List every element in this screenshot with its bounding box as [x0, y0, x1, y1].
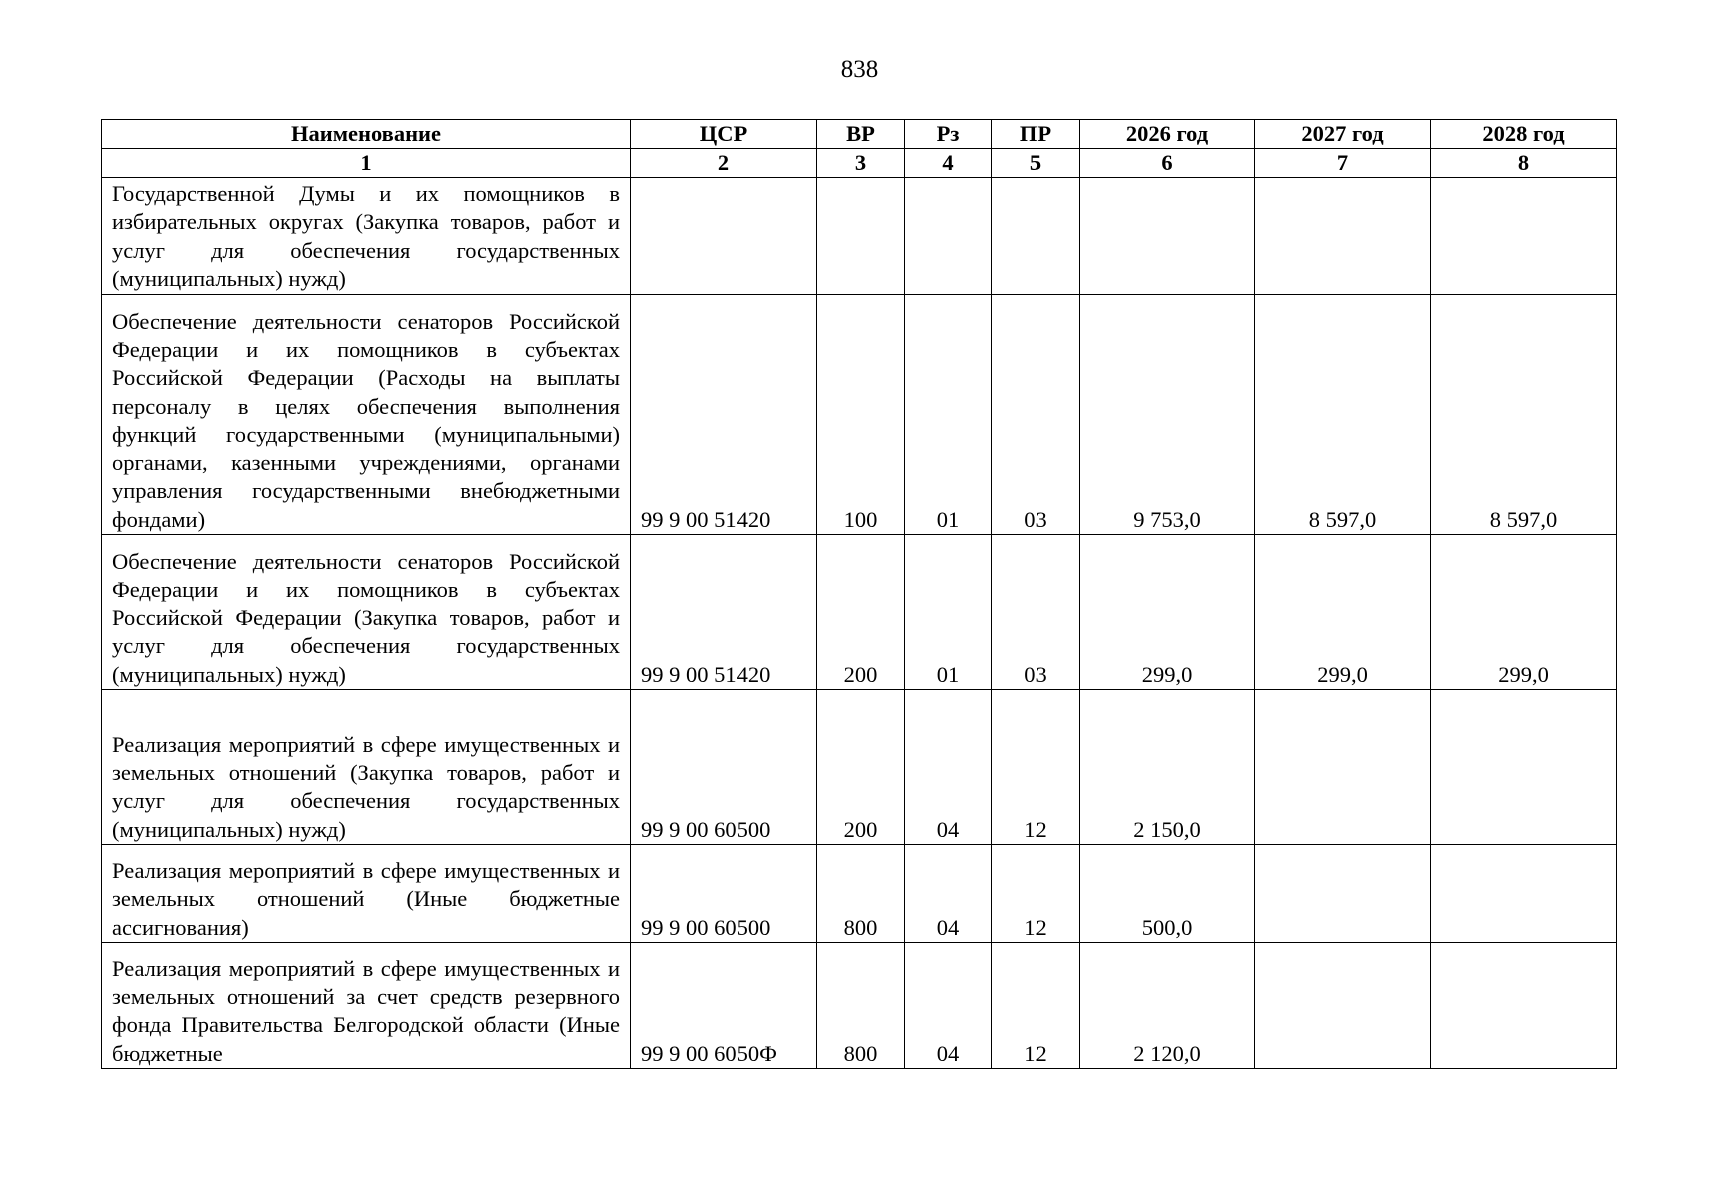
- header-2026: 2026 год: [1080, 120, 1255, 149]
- row-pr: 03: [992, 535, 1080, 690]
- row-2028: 8 597,0: [1431, 295, 1617, 535]
- header-2028: 2028 год: [1431, 120, 1617, 149]
- header-csr: ЦСР: [631, 120, 817, 149]
- row-csr: [631, 178, 817, 295]
- row-name: Государственной Думы и их помощников в избирательных округах (Закупка товаров, работ и услуг для обеспечения государственных (муниципальных) нужд): [102, 178, 631, 295]
- header-row: [102, 120, 1617, 149]
- header-vr: ВР: [817, 120, 905, 149]
- row-2027: [1255, 690, 1431, 845]
- row-2027: 299,0: [1255, 535, 1431, 690]
- row-pr: [992, 178, 1080, 295]
- row-name: Реализация мероприятий в сфере имущественных и земельных отношений (Иные бюджетные ассигнования): [102, 845, 631, 943]
- row-2027: [1255, 845, 1431, 943]
- row-rz: 01: [905, 535, 992, 690]
- row-csr: 99 9 00 51420: [631, 535, 817, 690]
- table-row: [102, 690, 1617, 845]
- budget-table: [101, 119, 1617, 1069]
- column-number: 3: [817, 149, 905, 178]
- row-2028: [1431, 178, 1617, 295]
- row-rz: 01: [905, 295, 992, 535]
- row-csr: 99 9 00 60500: [631, 690, 817, 845]
- row-vr: [817, 178, 905, 295]
- header-2027: 2027 год: [1255, 120, 1431, 149]
- row-csr: 99 9 00 6050Ф: [631, 943, 817, 1069]
- row-vr: 100: [817, 295, 905, 535]
- row-2028: [1431, 943, 1617, 1069]
- row-name: Реализация мероприятий в сфере имущественных и земельных отношений (Закупка товаров, работ и услуг для обеспечения государственных (муниципальных) нужд): [102, 690, 631, 845]
- row-2027: 8 597,0: [1255, 295, 1431, 535]
- row-rz: 04: [905, 943, 992, 1069]
- row-pr: 12: [992, 845, 1080, 943]
- row-2026: 9 753,0: [1080, 295, 1255, 535]
- row-2026: 299,0: [1080, 535, 1255, 690]
- row-2027: [1255, 943, 1431, 1069]
- row-name: Обеспечение деятельности сенаторов Российской Федерации и их помощников в субъектах Российской Федерации (Закупка товаров, работ и услуг для обеспечения государственных (муниципальных) нужд): [102, 535, 631, 690]
- column-number-row: [102, 149, 1617, 178]
- row-2028: [1431, 845, 1617, 943]
- row-rz: [905, 178, 992, 295]
- table-row: [102, 295, 1617, 535]
- row-vr: 800: [817, 845, 905, 943]
- page-number: 838: [840, 56, 879, 83]
- row-2026: [1080, 178, 1255, 295]
- row-name: Обеспечение деятельности сенаторов Российской Федерации и их помощников в субъектах Российской Федерации (Расходы на выплаты персоналу в целях обеспечения выполнения функций государственными (муниципальными) органами, казенными учреждениями, органами управления государственными внебюджетными фондами): [102, 295, 631, 535]
- row-csr: 99 9 00 60500: [631, 845, 817, 943]
- header-rz: Рз: [905, 120, 992, 149]
- row-2026: 500,0: [1080, 845, 1255, 943]
- table-row: [102, 845, 1617, 943]
- row-name: Реализация мероприятий в сфере имущественных и земельных отношений за счет средств резервного фонда Правительства Белгородской области (Иные бюджетные: [102, 943, 631, 1069]
- row-csr: 99 9 00 51420: [631, 295, 817, 535]
- row-vr: 200: [817, 690, 905, 845]
- row-2028: [1431, 690, 1617, 845]
- row-2026: 2 150,0: [1080, 690, 1255, 845]
- column-number: 2: [631, 149, 817, 178]
- table-row: [102, 943, 1617, 1069]
- row-pr: 12: [992, 943, 1080, 1069]
- row-pr: 12: [992, 690, 1080, 845]
- row-rz: 04: [905, 845, 992, 943]
- table-row: [102, 178, 1617, 295]
- column-number: 5: [992, 149, 1080, 178]
- column-number: 4: [905, 149, 992, 178]
- header-pr: ПР: [992, 120, 1080, 149]
- table-row: [102, 535, 1617, 690]
- column-number: 8: [1431, 149, 1617, 178]
- row-pr: 03: [992, 295, 1080, 535]
- row-rz: 04: [905, 690, 992, 845]
- row-2026: 2 120,0: [1080, 943, 1255, 1069]
- column-number: 1: [102, 149, 631, 178]
- row-2028: 299,0: [1431, 535, 1617, 690]
- column-number: 7: [1255, 149, 1431, 178]
- column-number: 6: [1080, 149, 1255, 178]
- row-2027: [1255, 178, 1431, 295]
- header-name: Наименование: [102, 120, 631, 149]
- row-vr: 200: [817, 535, 905, 690]
- row-vr: 800: [817, 943, 905, 1069]
